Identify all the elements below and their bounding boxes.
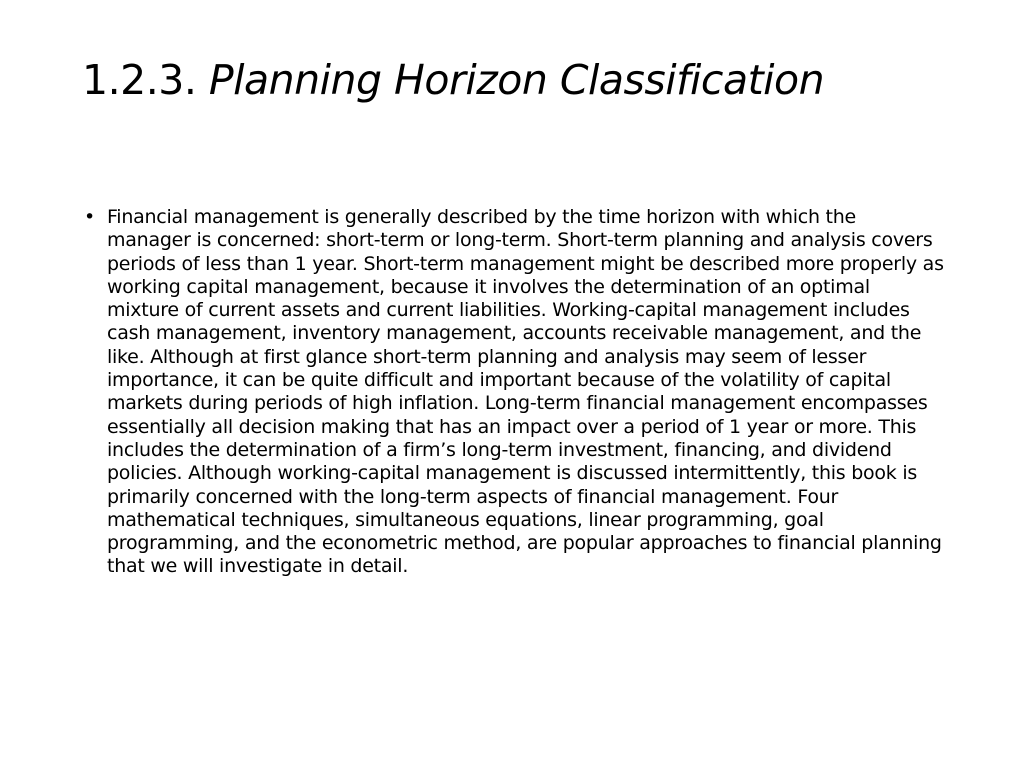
bullet-icon: • bbox=[84, 206, 95, 228]
slide-title bbox=[82, 50, 942, 110]
bullet-item bbox=[84, 206, 944, 579]
bullet-text: Financial management is generally described by the time horizon with which the manager is concerned: short-term or long-term. Short-term planning and analysis covers periods of less than 1 year. Short-term management might be described more properly as working capital management, because it involves the determination of an optimal mixture of current assets and current liabilities. Working-capital management includes cash management, inventory management, accounts receivable management, and the like. Although at first glance short-term planning and analysis may seem of lesser importance, it can be quite difficult and important because of the volatility of capital markets during periods of high inflation. Long-term financial management encompasses essentially all decision making that has an impact over a period of 1 year or more. This includes the determination of a firm’s long-term investment, financing, and dividend policies. Although working-capital management is discussed intermittently, this book is primarily concerned with the long-term aspects of financial management. Four mathematical techniques, simultaneous equations, linear programming, goal programming, and the econometric method, are popular approaches to financial planning that we will investigate in detail. bbox=[107, 206, 944, 578]
title-text: Planning Horizon Classification bbox=[208, 56, 825, 104]
title-number: 1.2.3. bbox=[82, 56, 197, 104]
bullet-list bbox=[84, 206, 944, 579]
